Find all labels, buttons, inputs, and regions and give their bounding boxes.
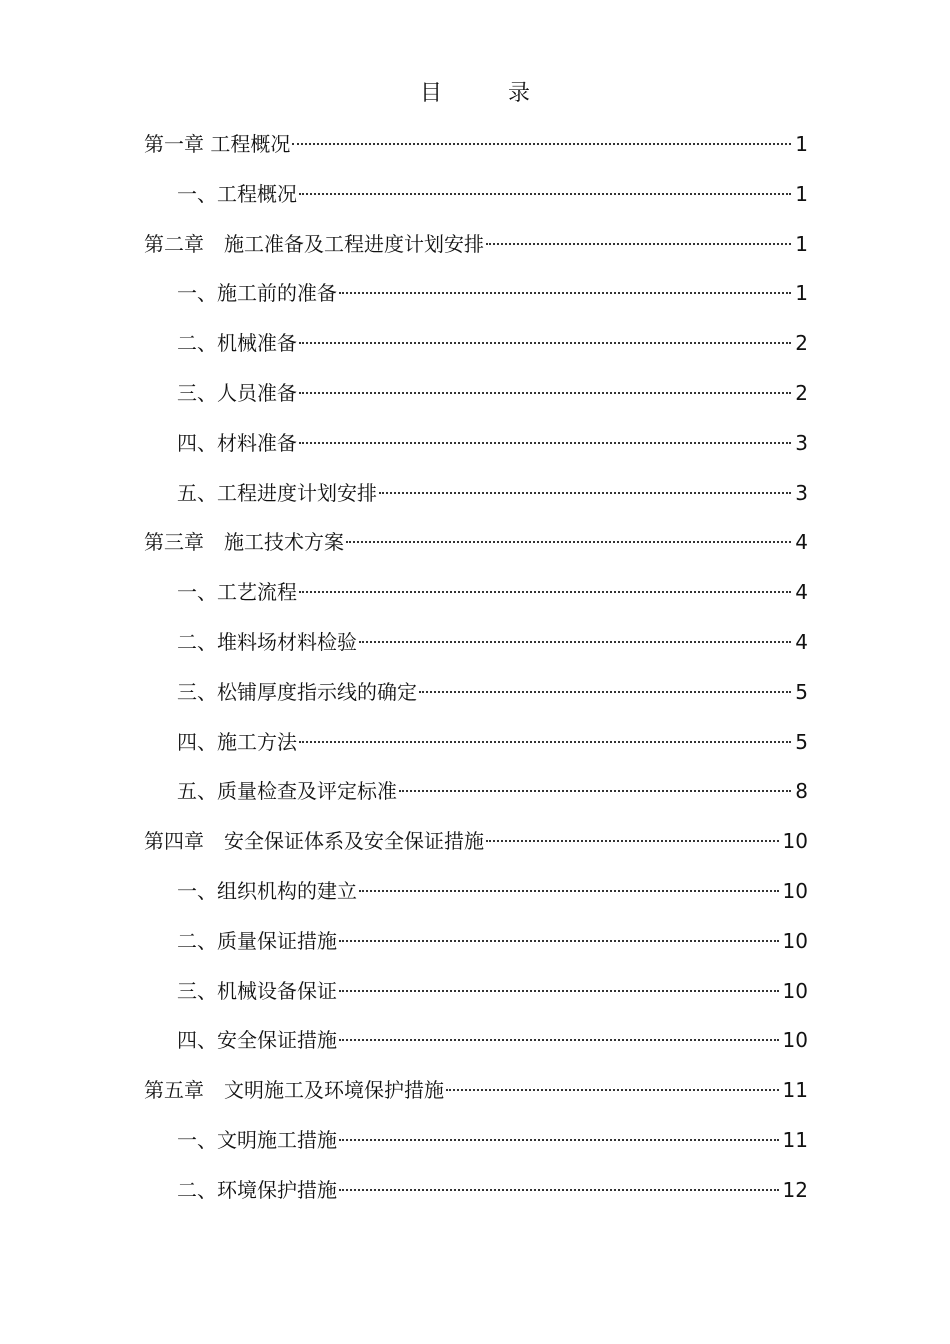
toc-entry-line	[177, 1174, 808, 1206]
toc-section-entry[interactable]	[0, 873, 950, 923]
toc-page-number: 3	[795, 480, 808, 505]
toc-section-entry[interactable]	[0, 1172, 950, 1222]
toc-entry-label: 三、机械设备保证	[177, 978, 337, 1003]
toc-page-number: 8	[795, 779, 808, 804]
dot-leader	[299, 591, 791, 593]
toc-entry-label: 一、施工前的准备	[177, 281, 337, 306]
toc-entry-label: 第五章 文明施工及环境保护措施	[144, 1078, 444, 1103]
toc-section-entry[interactable]	[0, 624, 950, 674]
dot-leader	[299, 442, 791, 444]
toc-page-number: 10	[782, 928, 808, 953]
dot-leader	[299, 741, 791, 743]
dot-leader	[339, 1139, 779, 1141]
toc-page-number: 1	[795, 281, 808, 306]
toc-chapter-entry[interactable]	[0, 823, 950, 873]
toc-entry-line	[144, 825, 808, 857]
toc-page-number: 10	[782, 1028, 808, 1053]
toc-entry-label: 三、人员准备	[177, 380, 297, 405]
toc-entry-label: 四、施工方法	[177, 729, 297, 754]
toc-entry-line	[177, 477, 808, 509]
toc-chapter-entry[interactable]	[0, 1072, 950, 1122]
toc-page-number: 10	[782, 978, 808, 1003]
toc-page-number: 10	[782, 878, 808, 903]
toc-entry-label: 二、堆料场材料检验	[177, 629, 357, 654]
toc-entry-line	[177, 1024, 808, 1056]
toc-entry-label: 四、材料准备	[177, 430, 297, 455]
toc-entry-line	[177, 576, 808, 608]
toc-entry-line	[144, 1074, 808, 1106]
toc-entry-line	[177, 626, 808, 658]
dot-leader	[299, 342, 791, 344]
toc-section-entry[interactable]	[0, 674, 950, 724]
toc-entry-line	[177, 377, 808, 409]
toc-entry-line	[177, 427, 808, 459]
toc-section-entry[interactable]	[0, 275, 950, 325]
toc-entry-line	[177, 975, 808, 1007]
toc-entry-line	[177, 1124, 808, 1156]
toc-title: 目 录	[419, 81, 552, 106]
dot-leader	[399, 790, 791, 792]
toc-entry-line	[144, 526, 808, 558]
toc-page-number: 12	[782, 1177, 808, 1202]
toc-page-number: 1	[795, 181, 808, 206]
toc-section-entry[interactable]	[0, 1122, 950, 1172]
toc-entry-line	[177, 277, 808, 309]
toc-entry-line	[177, 327, 808, 359]
toc-page-number: 4	[795, 629, 808, 654]
toc-entry-line	[177, 676, 808, 708]
toc-entry-line	[177, 775, 808, 807]
toc-entry-line	[177, 875, 808, 907]
dot-leader	[486, 840, 779, 842]
toc-page-number: 2	[795, 331, 808, 356]
toc-section-entry[interactable]	[0, 773, 950, 823]
toc-entry-label: 三、松铺厚度指示线的确定	[177, 679, 417, 704]
toc-list	[0, 126, 950, 1222]
toc-section-entry[interactable]	[0, 425, 950, 475]
toc-page-number: 5	[795, 679, 808, 704]
toc-page-number: 11	[782, 1127, 808, 1152]
dot-leader	[359, 890, 779, 892]
toc-entry-label: 一、工艺流程	[177, 580, 297, 605]
dot-leader	[299, 193, 791, 195]
toc-entry-label: 五、工程进度计划安排	[177, 480, 377, 505]
toc-page-number: 2	[795, 380, 808, 405]
toc-page-number: 5	[795, 729, 808, 754]
toc-page-number: 1	[795, 132, 808, 156]
toc-section-entry[interactable]	[0, 973, 950, 1023]
toc-entry-line	[177, 178, 808, 210]
toc-section-entry[interactable]	[0, 724, 950, 774]
dot-leader	[299, 392, 791, 394]
toc-section-entry[interactable]	[0, 923, 950, 973]
toc-entry-label: 第三章 施工技术方案	[144, 530, 344, 555]
dot-leader	[339, 292, 791, 294]
toc-entry-label: 五、质量检查及评定标准	[177, 779, 397, 804]
toc-section-entry[interactable]	[0, 325, 950, 375]
dot-leader	[446, 1089, 779, 1091]
toc-entry-line	[177, 925, 808, 957]
toc-page-number: 10	[782, 829, 808, 854]
dot-leader	[379, 492, 791, 494]
dot-leader	[339, 940, 779, 942]
toc-section-entry[interactable]	[0, 176, 950, 226]
toc-entry-label: 第二章 施工准备及工程进度计划安排	[144, 231, 484, 256]
toc-entry-label: 一、组织机构的建立	[177, 878, 357, 903]
toc-chapter-entry[interactable]	[0, 524, 950, 574]
toc-section-entry[interactable]	[0, 1022, 950, 1072]
toc-entry-line	[144, 128, 808, 160]
toc-entry-label: 四、安全保证措施	[177, 1028, 337, 1053]
toc-entry-label: 一、文明施工措施	[177, 1127, 337, 1152]
toc-page-number: 4	[795, 530, 808, 555]
toc-section-entry[interactable]	[0, 475, 950, 525]
toc-entry-label: 二、质量保证措施	[177, 928, 337, 953]
toc-entry-label: 第一章 工程概况	[144, 132, 291, 156]
toc-page-number: 4	[795, 580, 808, 605]
toc-entry-line	[144, 228, 808, 260]
toc-entry-label: 二、机械准备	[177, 331, 297, 356]
toc-page-number: 1	[795, 231, 808, 256]
toc-page-number: 3	[795, 430, 808, 455]
dot-leader	[339, 990, 779, 992]
dot-leader	[339, 1039, 779, 1041]
toc-entry-label: 一、工程概况	[177, 181, 297, 206]
dot-leader	[346, 541, 791, 543]
toc-chapter-entry[interactable]	[0, 226, 950, 276]
dot-leader	[419, 691, 791, 693]
toc-entry-label: 第四章 安全保证体系及安全保证措施	[144, 829, 484, 854]
toc-section-entry[interactable]	[0, 574, 950, 624]
dot-leader	[359, 641, 791, 643]
toc-entry-label: 二、环境保护措施	[177, 1177, 337, 1202]
toc-page-number: 11	[782, 1078, 808, 1103]
dot-leader	[339, 1189, 779, 1191]
toc-section-entry[interactable]	[0, 375, 950, 425]
dot-leader	[486, 243, 791, 245]
dot-leader	[292, 143, 791, 145]
toc-chapter-entry[interactable]	[0, 126, 950, 176]
toc-entry-line	[177, 726, 808, 758]
